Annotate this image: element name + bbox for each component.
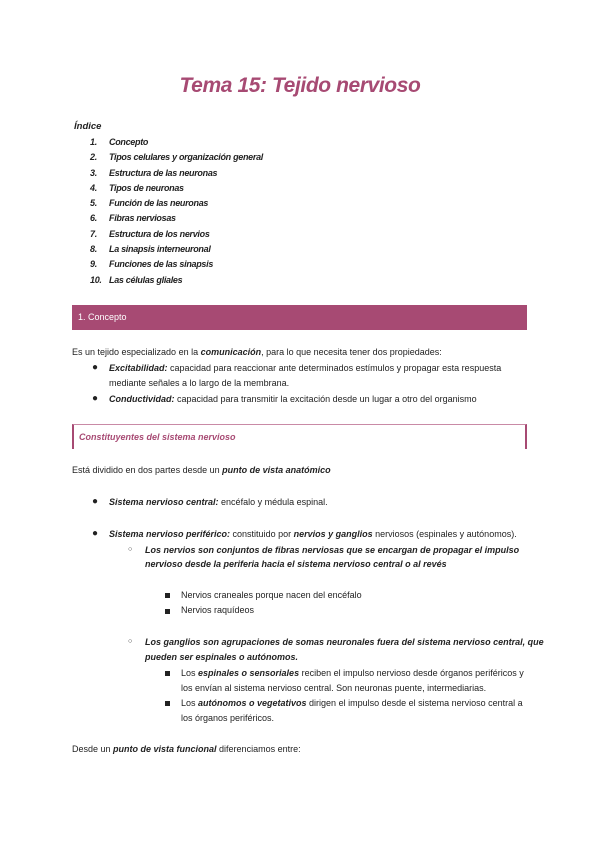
index-num: 3. — [90, 167, 97, 178]
section-heading-concepto: 1. Concepto — [72, 305, 527, 330]
anatomic-paragraph — [72, 463, 331, 477]
page-title: Tema 15: Tejido nervioso — [179, 74, 421, 97]
index-num: 4. — [90, 182, 97, 193]
index-label: Funciones de las sinapsis — [109, 259, 214, 270]
square-bullet-icon — [165, 609, 170, 614]
snc-item — [109, 495, 328, 509]
property-conductividad — [109, 392, 477, 406]
autonomos-cont: los órganos periféricos. — [181, 713, 275, 723]
text-run: diferenciamos entre: — [216, 744, 301, 754]
text-bold: nervios y ganglios — [293, 529, 373, 539]
text-run: nerviosos (espinales y autónomos). — [372, 529, 517, 539]
index-label: Concepto — [109, 137, 149, 147]
text-run: dirigen el impulso desde el sistema nervioso central a — [306, 698, 523, 708]
index-num: 2. — [90, 152, 97, 163]
index-num: 9. — [90, 259, 97, 270]
index-label: La sinapsis interneuronal — [109, 244, 211, 255]
index-num: 5. — [90, 198, 97, 209]
text-bold: Sistema nervioso central: — [109, 497, 219, 507]
text-run: constituido por — [230, 529, 294, 539]
square-bullet-icon — [165, 701, 170, 706]
index-label: Tipos de neuronas — [109, 182, 184, 193]
index-item — [90, 168, 263, 183]
index-label: Estructura de las neuronas — [109, 167, 218, 178]
text-bold: comunicación — [200, 347, 262, 357]
index-num: 8. — [90, 244, 97, 255]
index-heading: Índice — [74, 121, 102, 132]
text-run: Desde un — [72, 744, 114, 754]
raquideos-item: Nervios raquídeos — [181, 605, 255, 615]
text-run: capacidad para transmitir la excitación desde un lugar a otro del organismo — [174, 394, 477, 404]
index-label: Las células gliales — [109, 274, 183, 285]
index-item — [90, 152, 263, 167]
nervios-line1: Los nervios son conjuntos de fibras nerviosas que se encargan de propagar el impulso — [145, 545, 520, 555]
text-run: encéfalo y médula espinal. — [218, 497, 328, 507]
ganglios-line1: Los ganglios son agrupaciones de somas neuronales fuera del sistema nervioso central, que — [145, 637, 544, 647]
bullet-icon: ● — [92, 528, 99, 539]
ganglios-line2: pueden ser espinales o autónomos. — [145, 652, 299, 662]
index-num: 6. — [90, 213, 97, 224]
index-label: Función de las neuronas — [109, 198, 209, 209]
espinales-item — [181, 666, 524, 680]
text-bold: punto de vista anatómico — [222, 465, 331, 475]
bullet-icon: ● — [92, 362, 99, 373]
text-run: , para lo que necesita tener dos propiedades: — [261, 347, 442, 357]
square-bullet-icon — [165, 593, 170, 598]
text-run: Es un tejido especializado en la — [72, 347, 201, 357]
index-label: Estructura de los nervios — [109, 228, 210, 239]
text-run: Los — [181, 668, 199, 678]
text-run: capacidad para reaccionar ante determinados estímulos y propagar esta respuesta — [167, 363, 502, 373]
index-item — [90, 183, 263, 198]
circle-bullet-icon: ○ — [128, 546, 133, 553]
circle-bullet-icon: ○ — [128, 638, 133, 645]
autonomos-item — [181, 696, 523, 710]
index-label: Fibras nerviosas — [109, 213, 176, 224]
snp-item — [109, 527, 517, 541]
property-excitabilidad-cont: mediante señales a lo largo de la membrana. — [109, 378, 290, 388]
subsection-heading: Constituyentes del sistema nervioso — [72, 424, 527, 449]
nervios-line2: nervioso desde la periferia hacia el sistema nervioso central o al revés — [145, 559, 447, 569]
craneales-item: Nervios craneales porque nacen del encéfalo — [181, 590, 362, 600]
index-item — [90, 229, 263, 244]
functional-paragraph — [72, 742, 301, 756]
text-run: Los — [181, 698, 199, 708]
index-num: 1. — [90, 137, 97, 147]
index-item — [90, 259, 263, 274]
text-bold: Sistema nervioso periférico: — [109, 529, 231, 539]
espinales-cont: los envían al sistema nervioso central. Son neuronas puente, intermediarias. — [181, 683, 487, 693]
text-bold: autónomos o vegetativos — [198, 698, 307, 708]
text-run: reciben el impulso nervioso desde órganos periféricos y — [299, 668, 524, 678]
bullet-icon: ● — [92, 393, 99, 404]
index-num: 7. — [90, 228, 97, 239]
index-item — [90, 275, 263, 290]
index-item — [90, 213, 263, 228]
square-bullet-icon — [165, 671, 170, 676]
text-bold: punto de vista funcional — [113, 744, 217, 754]
text-bold: Excitabilidad: — [109, 363, 168, 373]
index-num: 10. — [90, 274, 102, 285]
index-item — [90, 244, 263, 259]
index-label: Tipos celulares y organización general — [109, 152, 263, 163]
intro-paragraph — [72, 345, 442, 359]
index-item — [90, 137, 263, 152]
property-excitabilidad — [109, 361, 501, 375]
index-list — [90, 137, 263, 290]
text-bold: Conductividad: — [109, 394, 175, 404]
index-item — [90, 198, 263, 213]
bullet-icon: ● — [92, 496, 99, 507]
text-bold: espinales o sensoriales — [198, 668, 300, 678]
text-run: Está dividido en dos partes desde un — [72, 465, 223, 475]
